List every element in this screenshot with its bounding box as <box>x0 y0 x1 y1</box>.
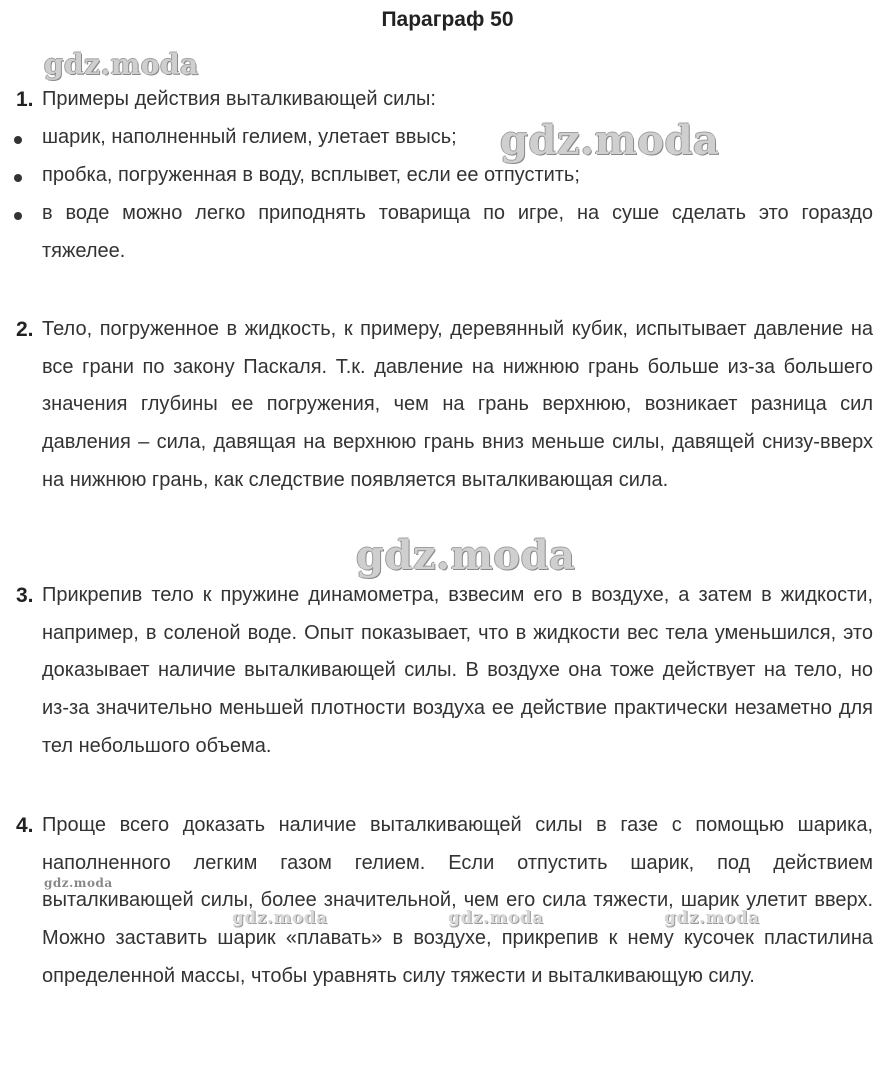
bullet-icon <box>14 174 22 182</box>
watermark: gdz.moda <box>500 117 720 164</box>
section-number: 1. <box>16 88 34 111</box>
watermark: gdz.moda <box>232 908 328 928</box>
watermark: gdz.moda <box>356 532 576 579</box>
page-title: Параграф 50 <box>381 8 514 31</box>
section-text: Прикрепив тело к пружине динамометра, взвесим его в воздухе, а затем в жидкости, например, в соленой воде. Опыт показывает, что в жидкости вес тела уменьшился, это доказывает наличие выталкивающей силы. В воздухе она тоже действует на тело, но из-за значительно меньшей плотности воздуха ее действие практически незаметно для тел небольшого объема. <box>42 584 873 757</box>
watermark: gdz.moda <box>448 908 544 928</box>
list-item: шарик, наполненный гелием, улетает ввысь; <box>42 126 457 148</box>
watermark: gdz.moda <box>44 876 113 890</box>
list-item: пробка, погруженная в воду, всплывет, если ее отпустить; <box>42 164 580 186</box>
watermark: gdz.moda <box>664 908 760 928</box>
bullet-icon <box>14 212 22 220</box>
watermark: gdz.moda <box>44 48 199 81</box>
section-text: Проще всего доказать наличие выталкивающей силы в газе с помощью шарика, наполненного легким газом гелием. Если отпустить шарик, под действием выталкивающей силы, более значительной, чем его сила тяжести, шарик улетит вверх. Можно заставить шарик «плавать» в воздухе, прикрепив к нему кусочек пластилина определенной массы, чтобы уравнять силу тяжести и выталкивающую силу. <box>42 814 873 987</box>
section-intro: Примеры действия выталкивающей силы: <box>42 88 436 110</box>
section-number: 4. <box>16 814 34 837</box>
section-text: Тело, погруженное в жидкость, к примеру, деревянный кубик, испытывает давление на все грани по закону Паскаля. Т.к. давление на нижнюю грань больше из-за большего значения глубины ее погружения, чем на грань верхнюю, возникает разница сил давления – сила, давящая на верхнюю грань вниз меньше силы, давящей снизу-вверх на нижнюю грань, как следствие появляется выталкивающая сила. <box>42 318 873 491</box>
list-item: в воде можно легко приподнять товарища по игре, на суше сделать это гораздо тяжелее. <box>42 202 873 262</box>
section-number: 3. <box>16 584 34 607</box>
bullet-icon <box>14 136 22 144</box>
section-number: 2. <box>16 318 34 341</box>
